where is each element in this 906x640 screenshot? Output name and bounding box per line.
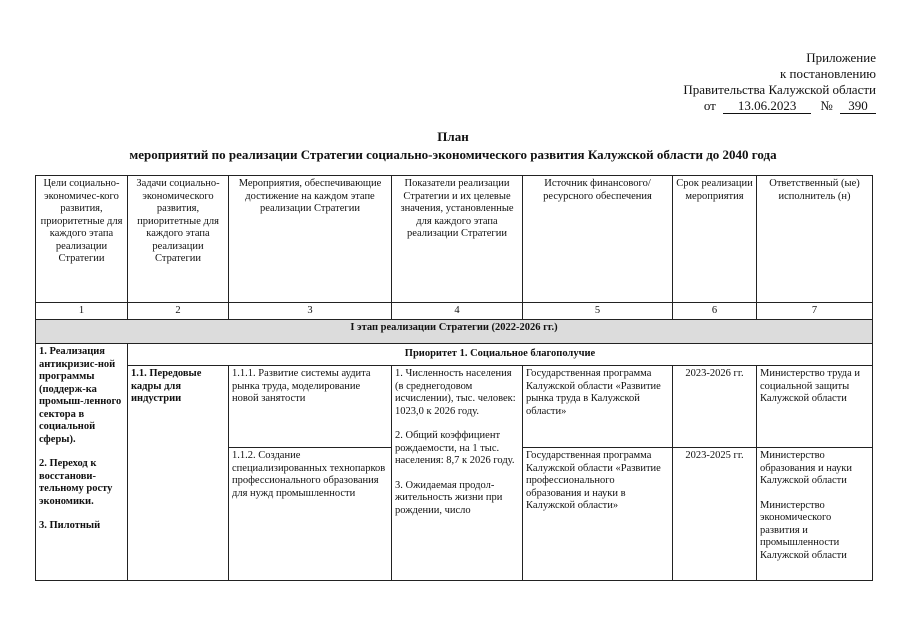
column-number-row <box>36 303 873 320</box>
responsible-item: Министерство экономического развития и промышленности Калужской области <box>760 499 847 561</box>
task-cell: 1.1. Передовые кадры для индустрии <box>128 366 229 581</box>
priority-row <box>36 344 873 366</box>
column-number: 7 <box>757 303 873 320</box>
source-cell: Государственная программа Калужской области «Развитие рынка труда в Калужской области» <box>523 366 673 448</box>
column-header-responsible: Ответственный (ые) исполнитель (н) <box>757 176 873 303</box>
resolution-number: 390 <box>840 99 876 114</box>
date-prefix: от <box>703 98 716 113</box>
source-cell: Государственная программа Калужской области «Развитие профессионального образования и науки в Калужской области» <box>523 448 673 581</box>
responsible-cell <box>757 366 873 448</box>
plan-table <box>35 175 873 581</box>
priority-label: Приоритет 1. Социальное благополучие <box>128 344 873 366</box>
goal-item: 3. Пилотный <box>39 520 101 531</box>
stage-row <box>36 320 873 344</box>
column-number: 3 <box>229 303 392 320</box>
column-number: 2 <box>128 303 229 320</box>
resolution-reference: к постановлению <box>779 66 876 81</box>
column-header-goals: Цели социально-экономичес-кого развития, приоритетные для каждого этапа реализации Стратегии <box>36 176 128 303</box>
stage-label: I этап реализации Стратегии (2022-2026 гг.) <box>36 320 873 344</box>
header-row <box>36 176 873 303</box>
column-header-term: Срок реализации мероприятия <box>673 176 757 303</box>
responsible-cell <box>757 448 873 581</box>
measure-cell: 1.1.1. Развитие системы аудита рынка труда, моделирование новой занятости <box>229 366 392 448</box>
indicators-cell <box>392 366 523 581</box>
indicator-item: 1. Численность населения (в среднегодовом исчислении), тыс. человек: 1023,0 к 2026 году. <box>395 368 516 417</box>
column-number: 1 <box>36 303 128 320</box>
number-sign: № <box>820 98 833 113</box>
column-header-tasks: Задачи социально-экономического развития, приоритетные для каждого этапа реализации Стратегии <box>128 176 229 303</box>
column-number: 6 <box>673 303 757 320</box>
goals-cell <box>36 344 128 581</box>
government-name: Правительства Калужской области <box>683 82 876 97</box>
term-cell: 2023-2026 гг. <box>673 366 757 448</box>
measure-cell: 1.1.2. Создание специализированных технопарков профессионального образования для нужд промышленности <box>229 448 392 581</box>
column-header-indicators: Показатели реализации Стратегии и их целевые значения, установленные для каждого этапа реализации Стратегии <box>392 176 523 303</box>
goal-item: 2. Переход к восстанови-тельному росту экономики. <box>39 458 113 507</box>
goal-item: 1. Реализация антикризис-ной программы (поддерж-ка промыш-ленного сектора в социальной сферы). <box>39 346 122 445</box>
appendix-label: Приложение <box>806 50 876 65</box>
document-subtitle: мероприятий по реализации Стратегии социально-экономического развития Калужской области до 2040 года <box>129 147 777 162</box>
resolution-date-line <box>683 98 876 114</box>
indicator-item: 3. Ожидаемая продол-жительность жизни при рождении, число <box>395 479 503 516</box>
responsible-item: Министерство образования и науки Калужской области <box>760 450 852 486</box>
appendix-header <box>683 50 876 114</box>
table-row <box>36 366 873 448</box>
responsible-item: Министерство труда и социальной защиты Калужской области <box>760 368 861 404</box>
document-title: План <box>437 129 469 144</box>
column-number: 4 <box>392 303 523 320</box>
column-number: 5 <box>523 303 673 320</box>
resolution-date: 13.06.2023 <box>723 99 811 114</box>
column-header-source: Источник финансового/ресурсного обеспечения <box>523 176 673 303</box>
indicator-item: 2. Общий коэффициент рождаемости, на 1 тыс. населения: 8,7 к 2026 году. <box>395 430 515 466</box>
column-header-measures: Мероприятия, обеспечивающие достижение на каждом этапе реализации Стратегии <box>229 176 392 303</box>
term-cell: 2023-2025 гг. <box>673 448 757 581</box>
